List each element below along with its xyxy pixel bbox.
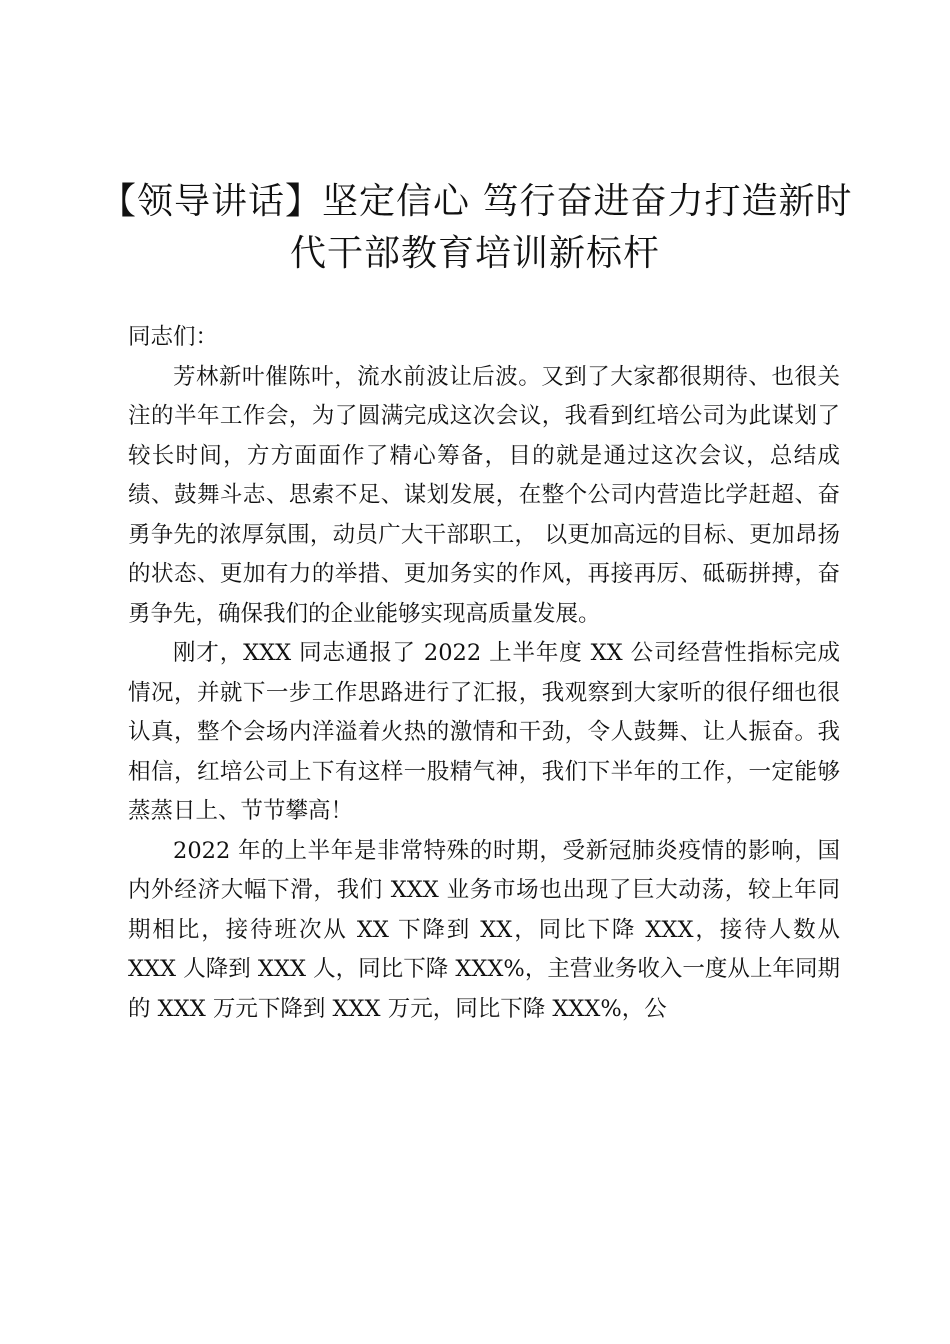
paragraph-2: 刚才，XXX 同志通报了 2022 上半年度 XX 公司经营性指标完成情况，并就下一步工作思路进行了汇报，我观察到大家听的很仔细也很认真，整个会场内洋溢着火热的激情和干劲，令人鼓舞、让人振奋。我相信，红培公司上下有这样一股精气神，我们下半年的工作，一定能够蒸蒸日上、节节攀高！ <box>128 640 840 824</box>
document-body <box>128 318 840 1029</box>
salutation: 同志们： <box>128 324 219 350</box>
paragraph-3: 2022 年的上半年是非常特殊的时期，受新冠肺炎疫情的影响，国内外经济大幅下滑，我们 XXX 业务市场也出现了巨大动荡，较上年同期相比，接待班次从 XX 下降到 XX，同比下降 XXX，接待人数从 XXX 人降到 XXX 人，同比下降 XXX%，主营业务收入一度从上年同期的 XXX 万元下降到 XXX 万元，同比下降 XXX%，公 <box>128 837 840 1022</box>
title-line-1: 【领导讲话】坚定信心 笃行奋进奋力打造新时 <box>100 181 853 222</box>
document-title <box>100 176 853 280</box>
paragraph-1: 芳林新叶催陈叶，流水前波让后波。又到了大家都很期待、也很关注的半年工作会，为了圆满完成这次会议，我看到红培公司为此谋划了较长时间，方方面面作了精心筹备，目的就是通过这次会议，总结成绩、鼓舞斗志、思索不足、谋划发展，在整个公司内营造比学赶超、奋勇争先的浓厚氛围，动员广大干部职工， 以更加高远的目标、更加昂扬的状态、更加有力的举措、更加务实的作风，再接再厉、砥砺拼搏，奋勇争先，确保我们的企业能够实现高质量发展。 <box>128 363 840 627</box>
title-line-2: 代干部教育培训新标杆 <box>289 233 660 274</box>
